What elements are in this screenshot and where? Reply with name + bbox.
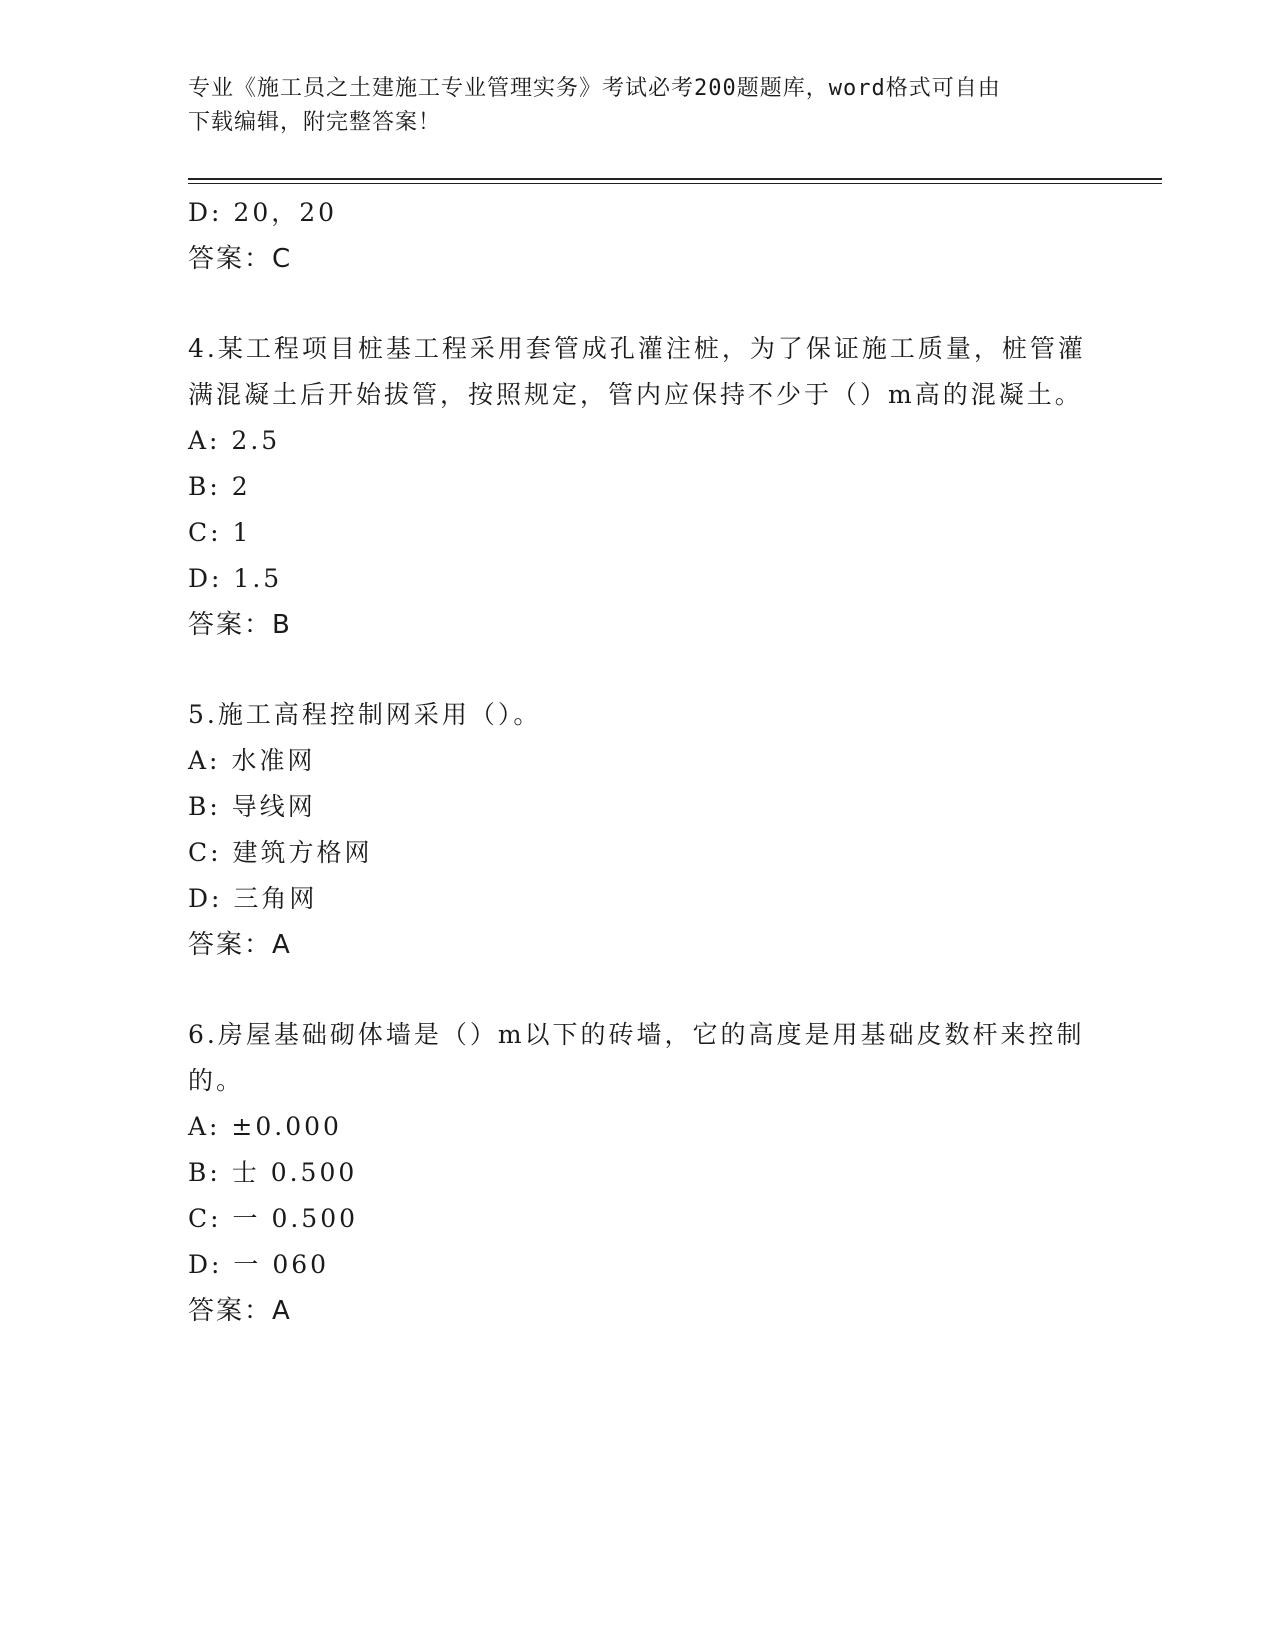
header-title-line-2: 下载编辑，附完整答案！ [188,110,442,135]
answer-line: 答案：A [188,930,292,960]
header-divider-thin [188,183,1162,184]
option-a: A: 水准网 [188,746,316,775]
header-title-line-1: 专业《施工员之土建施工专业管理实务》考试必考200题题库，word格式可自由 [188,76,1001,101]
option-c: C: 一 0.500 [188,1204,359,1233]
document-header [188,72,1088,140]
answer-line: 答案：B [188,610,292,640]
question-5 [188,692,1088,968]
option-a: A: ±0.000 [188,1112,342,1141]
document-body [188,190,1088,1334]
option-d: D: 1.5 [188,564,283,593]
question-text: 6.房屋基础砌体墙是（）m以下的砖墙，它的高度是用基础皮数杆来控制的。 [188,1020,1085,1095]
question-6 [188,1012,1088,1334]
option-c: C: 建筑方格网 [188,838,373,867]
question-4 [188,326,1088,648]
option-b: B: 导线网 [188,792,316,821]
answer-line: 答案：C [188,244,293,274]
option-d: D: 20，20 [188,198,338,227]
answer-line: 答案：A [188,1296,292,1326]
question-text: 5.施工高程控制网采用（）。 [188,700,542,729]
option-d: D: 一 060 [188,1250,330,1279]
option-d: D: 三角网 [188,884,318,913]
question-text: 4.某工程项目桩基工程采用套管成孔灌注桩，为了保证施工质量，桩管灌满混凝土后开始拔管，按照规定，管内应保持不少于（）m高的混凝土。 [188,334,1086,409]
option-c: C: 1 [188,518,252,547]
option-b: B: 士 0.500 [188,1158,358,1187]
option-a: A: 2.5 [188,426,281,455]
header-divider [188,178,1162,180]
option-b: B: 2 [188,472,251,501]
